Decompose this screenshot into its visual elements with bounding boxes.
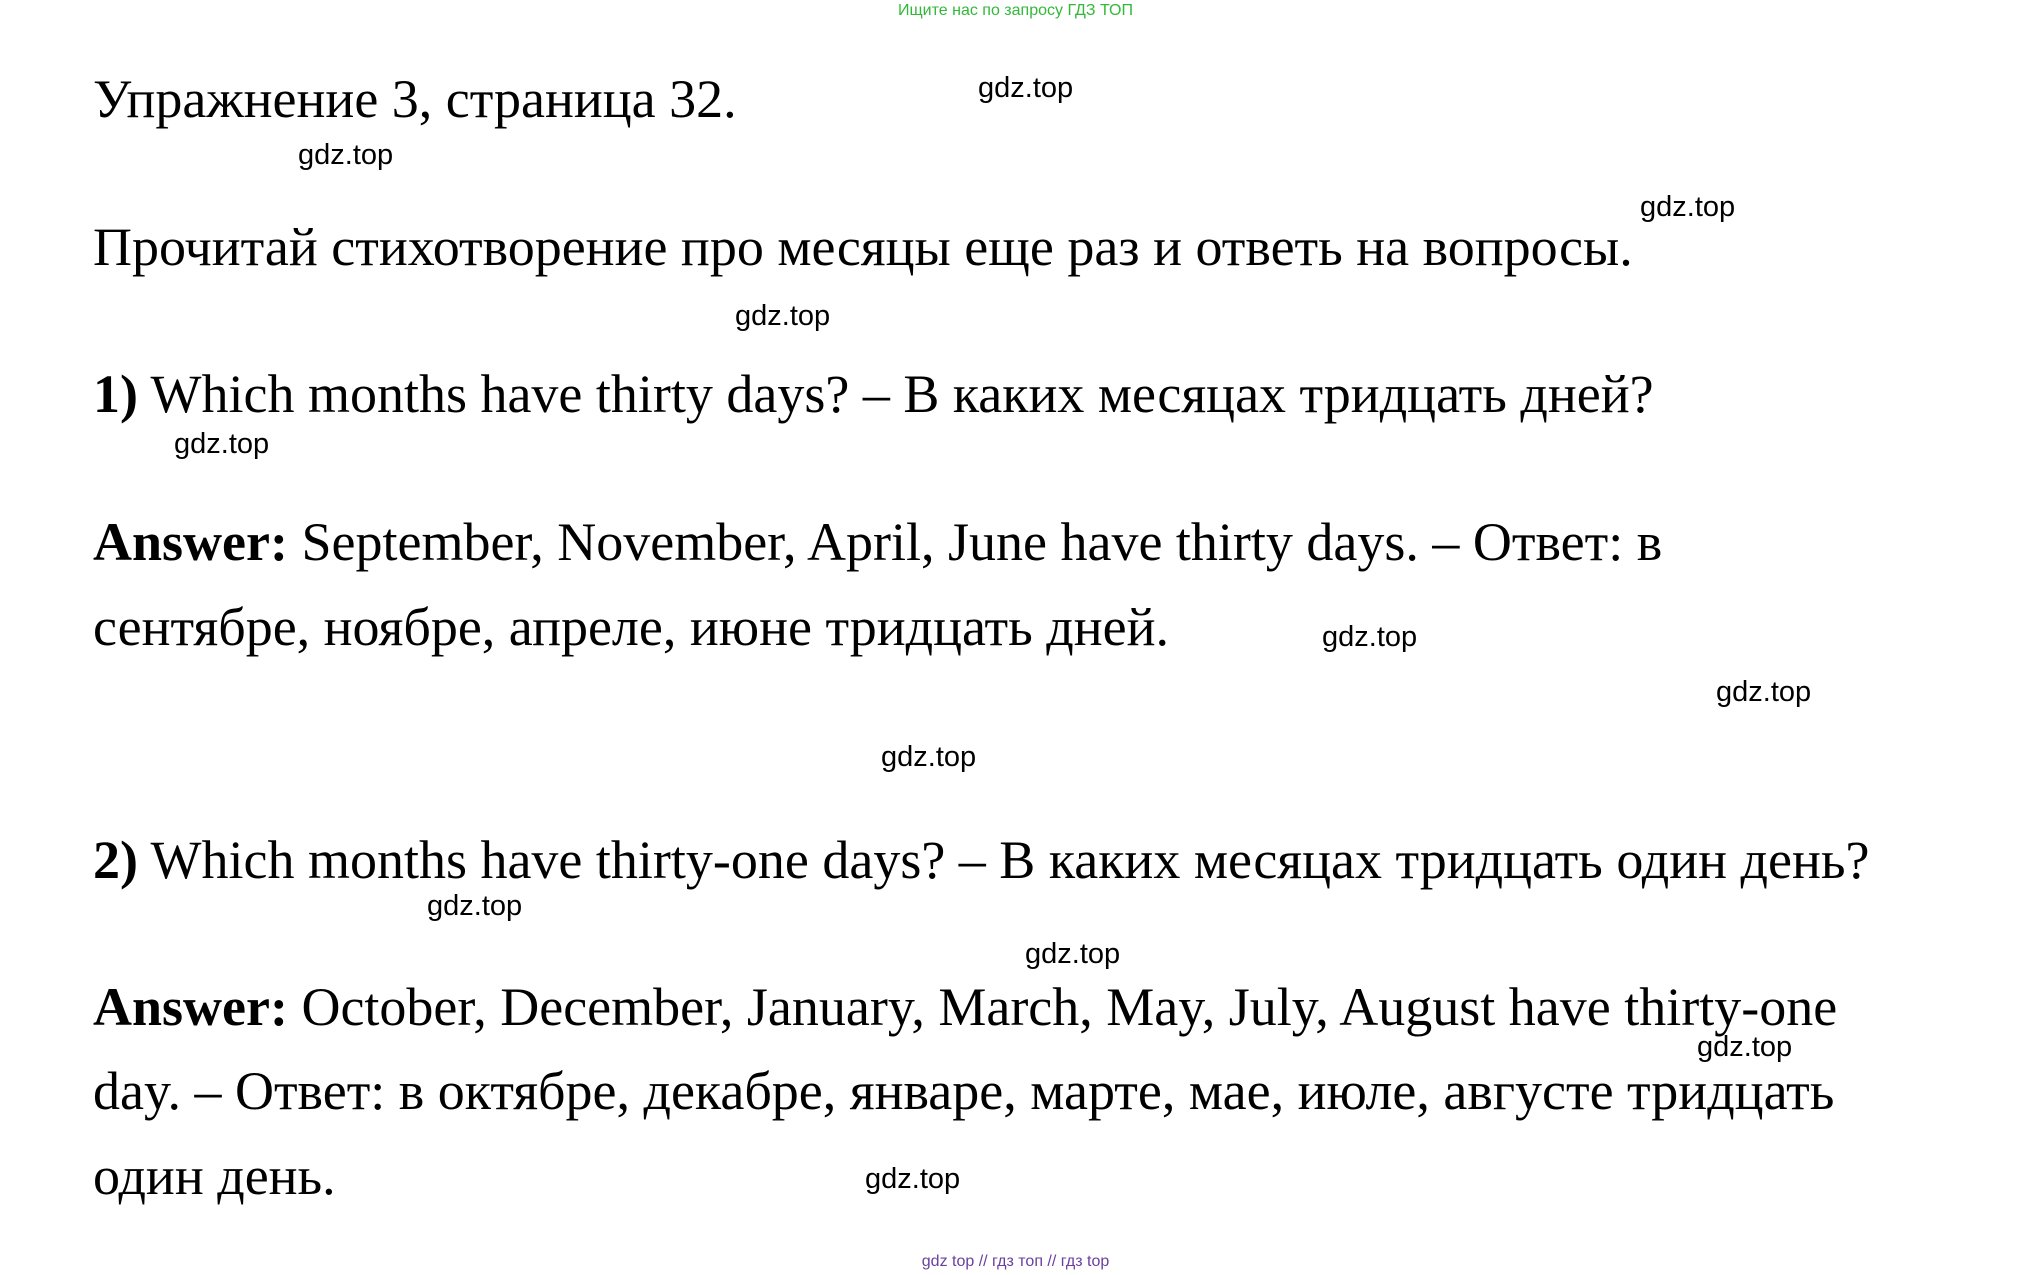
answer-1-line-2: сентябре, ноябре, апреле, июне тридцать дней. [93,597,1170,657]
answer-2-line-3: один день. [93,1146,336,1206]
watermark: gdz.top [1697,1031,1793,1063]
answer-1-text: September, November, April, June have thirty days. – Ответ: в [287,512,1663,572]
watermark: gdz.top [1025,938,1121,970]
answer-2-line-1 [93,977,1838,1037]
watermark: gdz.top [978,72,1074,104]
watermark: gdz.top [1322,621,1418,653]
watermark: gdz.top [1640,191,1736,223]
watermark: gdz.top [174,428,270,460]
top-banner: Ищите нас по запросу ГДЗ ТОП [898,2,1133,19]
watermark: gdz.top [1716,676,1812,708]
exercise-heading: Упражнение 3, страница 32. [93,69,737,129]
answer-1-label: Answer: [93,512,288,572]
watermark: gdz.top [735,300,831,332]
question-2-number: 2) [93,830,138,890]
answer-2-label: Answer: [93,977,288,1037]
question-2-text: Which months have thirty-one days? – В каких месяцах тридцать один день? [137,830,1870,890]
question-1-text: Which months have thirty days? – В каких месяцах тридцать дней? [137,364,1654,424]
answer-2-text: October, December, January, March, May, July, August have thirty-one [287,977,1838,1037]
question-1 [93,364,1654,424]
watermark: gdz.top [865,1163,961,1195]
footer-links: gdz top // гдз топ // гдз top [921,1253,1110,1270]
watermark: gdz.top [427,890,523,922]
answer-2-line-2: day. – Ответ: в октябре, декабре, январе, марте, мае, июле, августе тридцать [93,1061,1835,1121]
question-1-number: 1) [93,364,138,424]
watermark: gdz.top [298,139,394,171]
answer-1-line-1 [93,512,1663,572]
watermark: gdz.top [881,741,977,773]
instruction-text: Прочитай стихотворение про месяцы еще раз и ответь на вопросы. [93,217,1633,277]
question-2 [93,830,1870,890]
